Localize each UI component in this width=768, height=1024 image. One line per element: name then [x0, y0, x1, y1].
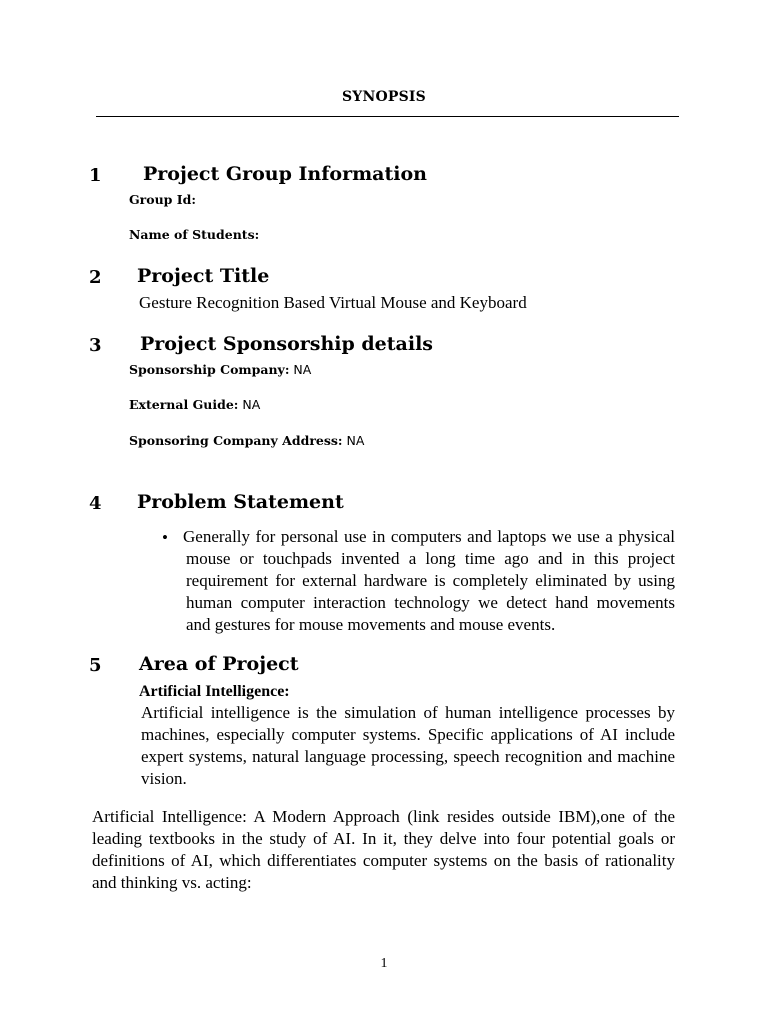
group-id-field [129, 192, 196, 208]
section-4-heading: Problem Statement [137, 491, 344, 513]
students-label: Name of Students: [129, 227, 260, 242]
students-field [129, 227, 259, 243]
area-description: Artificial intelligence is the simulation of human intelligence processes by machines, especially computer systems. Specific applications of AI include expert systems, natural language processing, speech recognition and machine vision. [141, 703, 675, 788]
project-title-text: Gesture Recognition Based Virtual Mouse and Keyboard [139, 293, 527, 312]
problem-statement-bullet: Generally for personal use in computers and laptops we use a physical mouse or touchpads invented a long time ago and in this project requirement for external hardware is completely eliminated by using human computer interaction technology we detect hand movements and gestures for mouse movements and mouse events. [183, 527, 675, 634]
company-address-field [129, 433, 364, 449]
section-1-number: 1 [89, 165, 102, 186]
company-address-value: NA [342, 433, 365, 448]
group-id-label: Group Id: [129, 192, 196, 207]
sponsorship-company-field [129, 362, 311, 378]
external-guide-field [129, 397, 260, 413]
document-title: SYNOPSIS [342, 89, 426, 105]
section-1-heading: Project Group Information [143, 163, 427, 185]
sponsorship-company-label: Sponsorship Company: [129, 362, 290, 377]
section-3-heading: Project Sponsorship details [140, 333, 433, 355]
section-4-number: 4 [89, 493, 102, 514]
section-2-number: 2 [89, 267, 102, 288]
section-2-heading: Project Title [137, 265, 270, 287]
external-guide-label: External Guide: [129, 397, 239, 412]
section-5-heading: Area of Project [139, 653, 299, 675]
section-3-number: 3 [89, 335, 102, 356]
closing-paragraph: Artificial Intelligence: A Modern Approach (link resides outside IBM),one of the leading textbooks in the study of AI. In it, they delve into four potential goals or definitions of AI, which differentiates computer systems on the basis of rationality and thinking vs. acting: [92, 807, 675, 892]
title-divider [96, 116, 679, 117]
company-address-label: Sponsoring Company Address: [129, 433, 343, 448]
bullet-marker: • [162, 528, 168, 547]
area-subheading: Artificial Intelligence: [139, 683, 290, 700]
sponsorship-company-value: NA [289, 362, 312, 377]
external-guide-value: NA [238, 397, 261, 412]
page-number: 1 [380, 956, 388, 971]
section-5-number: 5 [89, 655, 102, 676]
